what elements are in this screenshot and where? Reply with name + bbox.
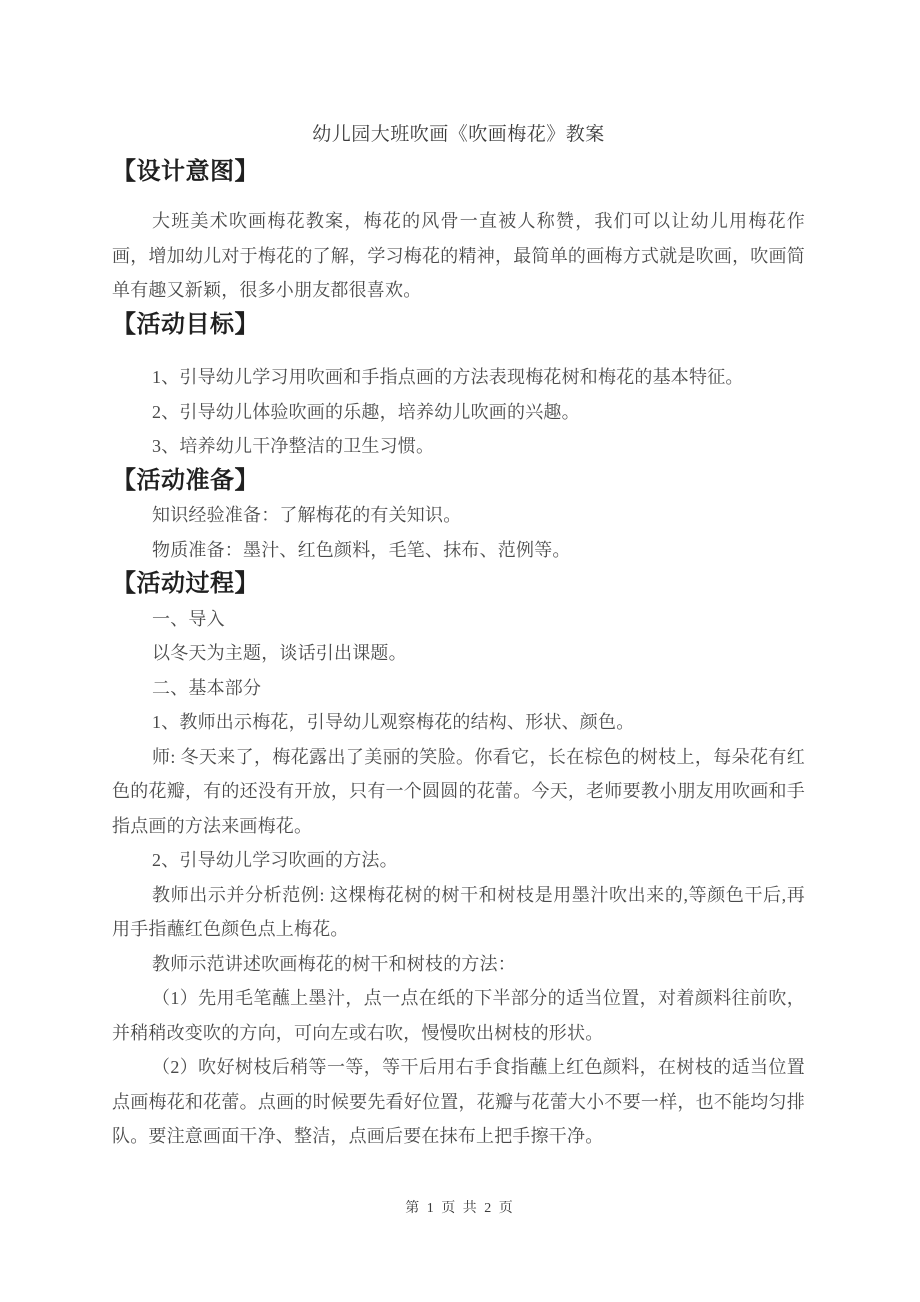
section-heading-design-intent: 【设计意图】	[112, 157, 259, 185]
process-demo-step-1: （1）先用毛笔蘸上墨汁，点一点在纸的下半部分的适当位置，对着颜料往前吹，并稍稍改变吹的方向，可向左或右吹，慢慢吹出树枝的形状。	[112, 988, 805, 1043]
goal-item-1: 1、引导幼儿学习用吹画和手指点画的方法表现梅花树和梅花的基本特征。	[152, 367, 744, 387]
process-main-point-1: 1、教师出示梅花，引导幼儿观察梅花的结构、形状、颜色。	[152, 712, 635, 732]
section-heading-activity-process: 【活动过程】	[112, 570, 259, 597]
page-number-footer: 第 1 页 共 2 页	[405, 1201, 515, 1216]
process-step-main-title: 二、基本部分	[152, 677, 262, 698]
process-example-analysis: 教师出示并分析范例: 这棵梅花树的树干和树枝是用墨汁吹出来的,等颜色干后,再用手指蘸红色颜色点上梅花。	[112, 884, 805, 939]
section-heading-activity-preparation: 【活动准备】	[112, 466, 259, 494]
process-step-intro-title: 一、导入	[152, 608, 225, 629]
design-intent-paragraph: 大班美术吹画梅花教案，梅花的风骨一直被人称赞，我们可以让幼儿用梅花作画，增加幼儿对于梅花的了解，学习梅花的精神，最简单的画梅方式就是吹画，吹画简单有趣又新颖，很多小朋友都很喜欢。	[112, 211, 805, 300]
document-title: 幼儿园大班吹画《吹画梅花》教案	[312, 124, 605, 145]
process-main-point-2: 2、引导幼儿学习吹画的方法。	[152, 850, 398, 870]
goal-item-3: 3、培养幼儿干净整洁的卫生习惯。	[152, 436, 435, 456]
process-demo-step-2: （2）吹好树枝后稍等一等，等干后用右手食指蘸上红色颜料，在树枝的适当位置点画梅花和花蕾。点画的时候要先看好位置，花瓣与花蕾大小不要一样，也不能均匀排队。要注意画面干净、整洁，点画后要在抹布上把手擦干净。	[112, 1057, 805, 1146]
preparation-materials: 物质准备：墨汁、红色颜料，毛笔、抹布、范例等。	[152, 539, 571, 560]
goal-item-2: 2、引导幼儿体验吹画的乐趣，培养幼儿吹画的兴趣。	[152, 401, 580, 422]
process-teacher-speech: 师: 冬天来了，梅花露出了美丽的笑脸。你看它，长在棕色的树枝上，每朵花有红色的花瓣，有的还没有开放，只有一个圆圆的花蕾。今天，老师要教小朋友用吹画和手指点画的方法来画梅花。	[112, 746, 805, 836]
process-demo-intro: 教师示范讲述吹画梅花的树干和树枝的方法：	[152, 953, 516, 974]
preparation-knowledge: 知识经验准备：了解梅花的有关知识。	[152, 505, 462, 525]
process-step-intro-text: 以冬天为主题，谈话引出课题。	[152, 643, 407, 663]
section-heading-activity-goals: 【活动目标】	[112, 310, 259, 338]
